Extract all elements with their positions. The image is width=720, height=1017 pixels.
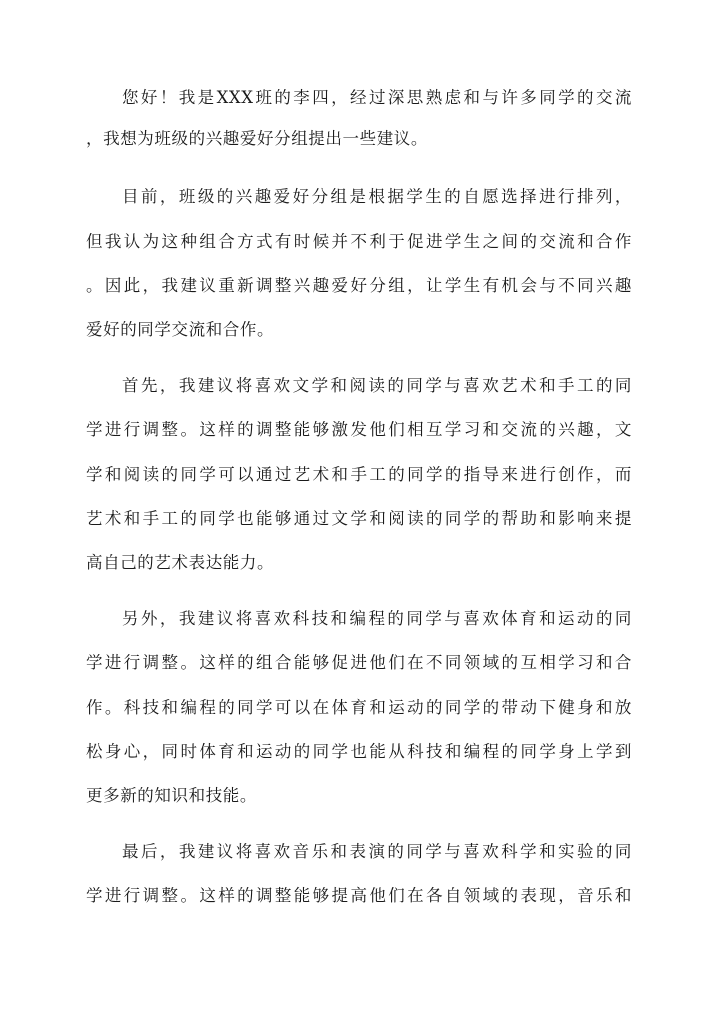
paragraph-line: 更多新的知识和技能。 [86, 786, 257, 805]
paragraph-line: 首先，我建议将喜欢文学和阅读的同学与喜欢艺术和手工的同 [122, 376, 632, 395]
paragraph-line: 艺术和手工的同学也能够通过文学和阅读的同学的帮助和影响来提 [86, 509, 632, 528]
paragraph-line: 但我认为这种组合方式有时候并不利于促进学生之间的交流和合作 [86, 232, 632, 251]
paragraph-line: 学进行调整。这样的组合能够促进他们在不同领域的互相学习和合 [86, 653, 632, 672]
paragraph-line: 您好！我是XXX班的李四，经过深思熟虑和与许多同学的交流 [122, 88, 632, 107]
paragraph-line: 爱好的同学交流和合作。 [86, 320, 275, 339]
paragraph-line: 学进行调整。这样的调整能够激发他们相互学习和交流的兴趣，文 [86, 420, 632, 439]
paragraph-line: 目前，班级的兴趣爱好分组是根据学生的自愿选择进行排列， [122, 187, 632, 206]
paragraph-line: 松身心，同时体育和运动的同学也能从科技和编程的同学身上学到 [86, 742, 632, 761]
paragraph-line: ，我想为班级的兴趣爱好分组提出一些建议。 [86, 129, 428, 148]
paragraph-line: 。因此，我建议重新调整兴趣爱好分组，让学生有机会与不同兴趣 [86, 276, 632, 295]
paragraph-line: 高自己的艺术表达能力。 [86, 553, 275, 572]
paragraph-line: 最后，我建议将喜欢音乐和表演的同学与喜欢科学和实验的同 [122, 842, 632, 861]
paragraph-line: 另外，我建议将喜欢科技和编程的同学与喜欢体育和运动的同 [122, 609, 632, 628]
paragraph-line: 学进行调整。这样的调整能够提高他们在各自领域的表现，音乐和 [86, 886, 632, 905]
paragraph-line: 作。科技和编程的同学可以在体育和运动的同学的带动下健身和放 [86, 698, 632, 717]
paragraph-line: 学和阅读的同学可以通过艺术和手工的同学的指导来进行创作，而 [86, 465, 632, 484]
